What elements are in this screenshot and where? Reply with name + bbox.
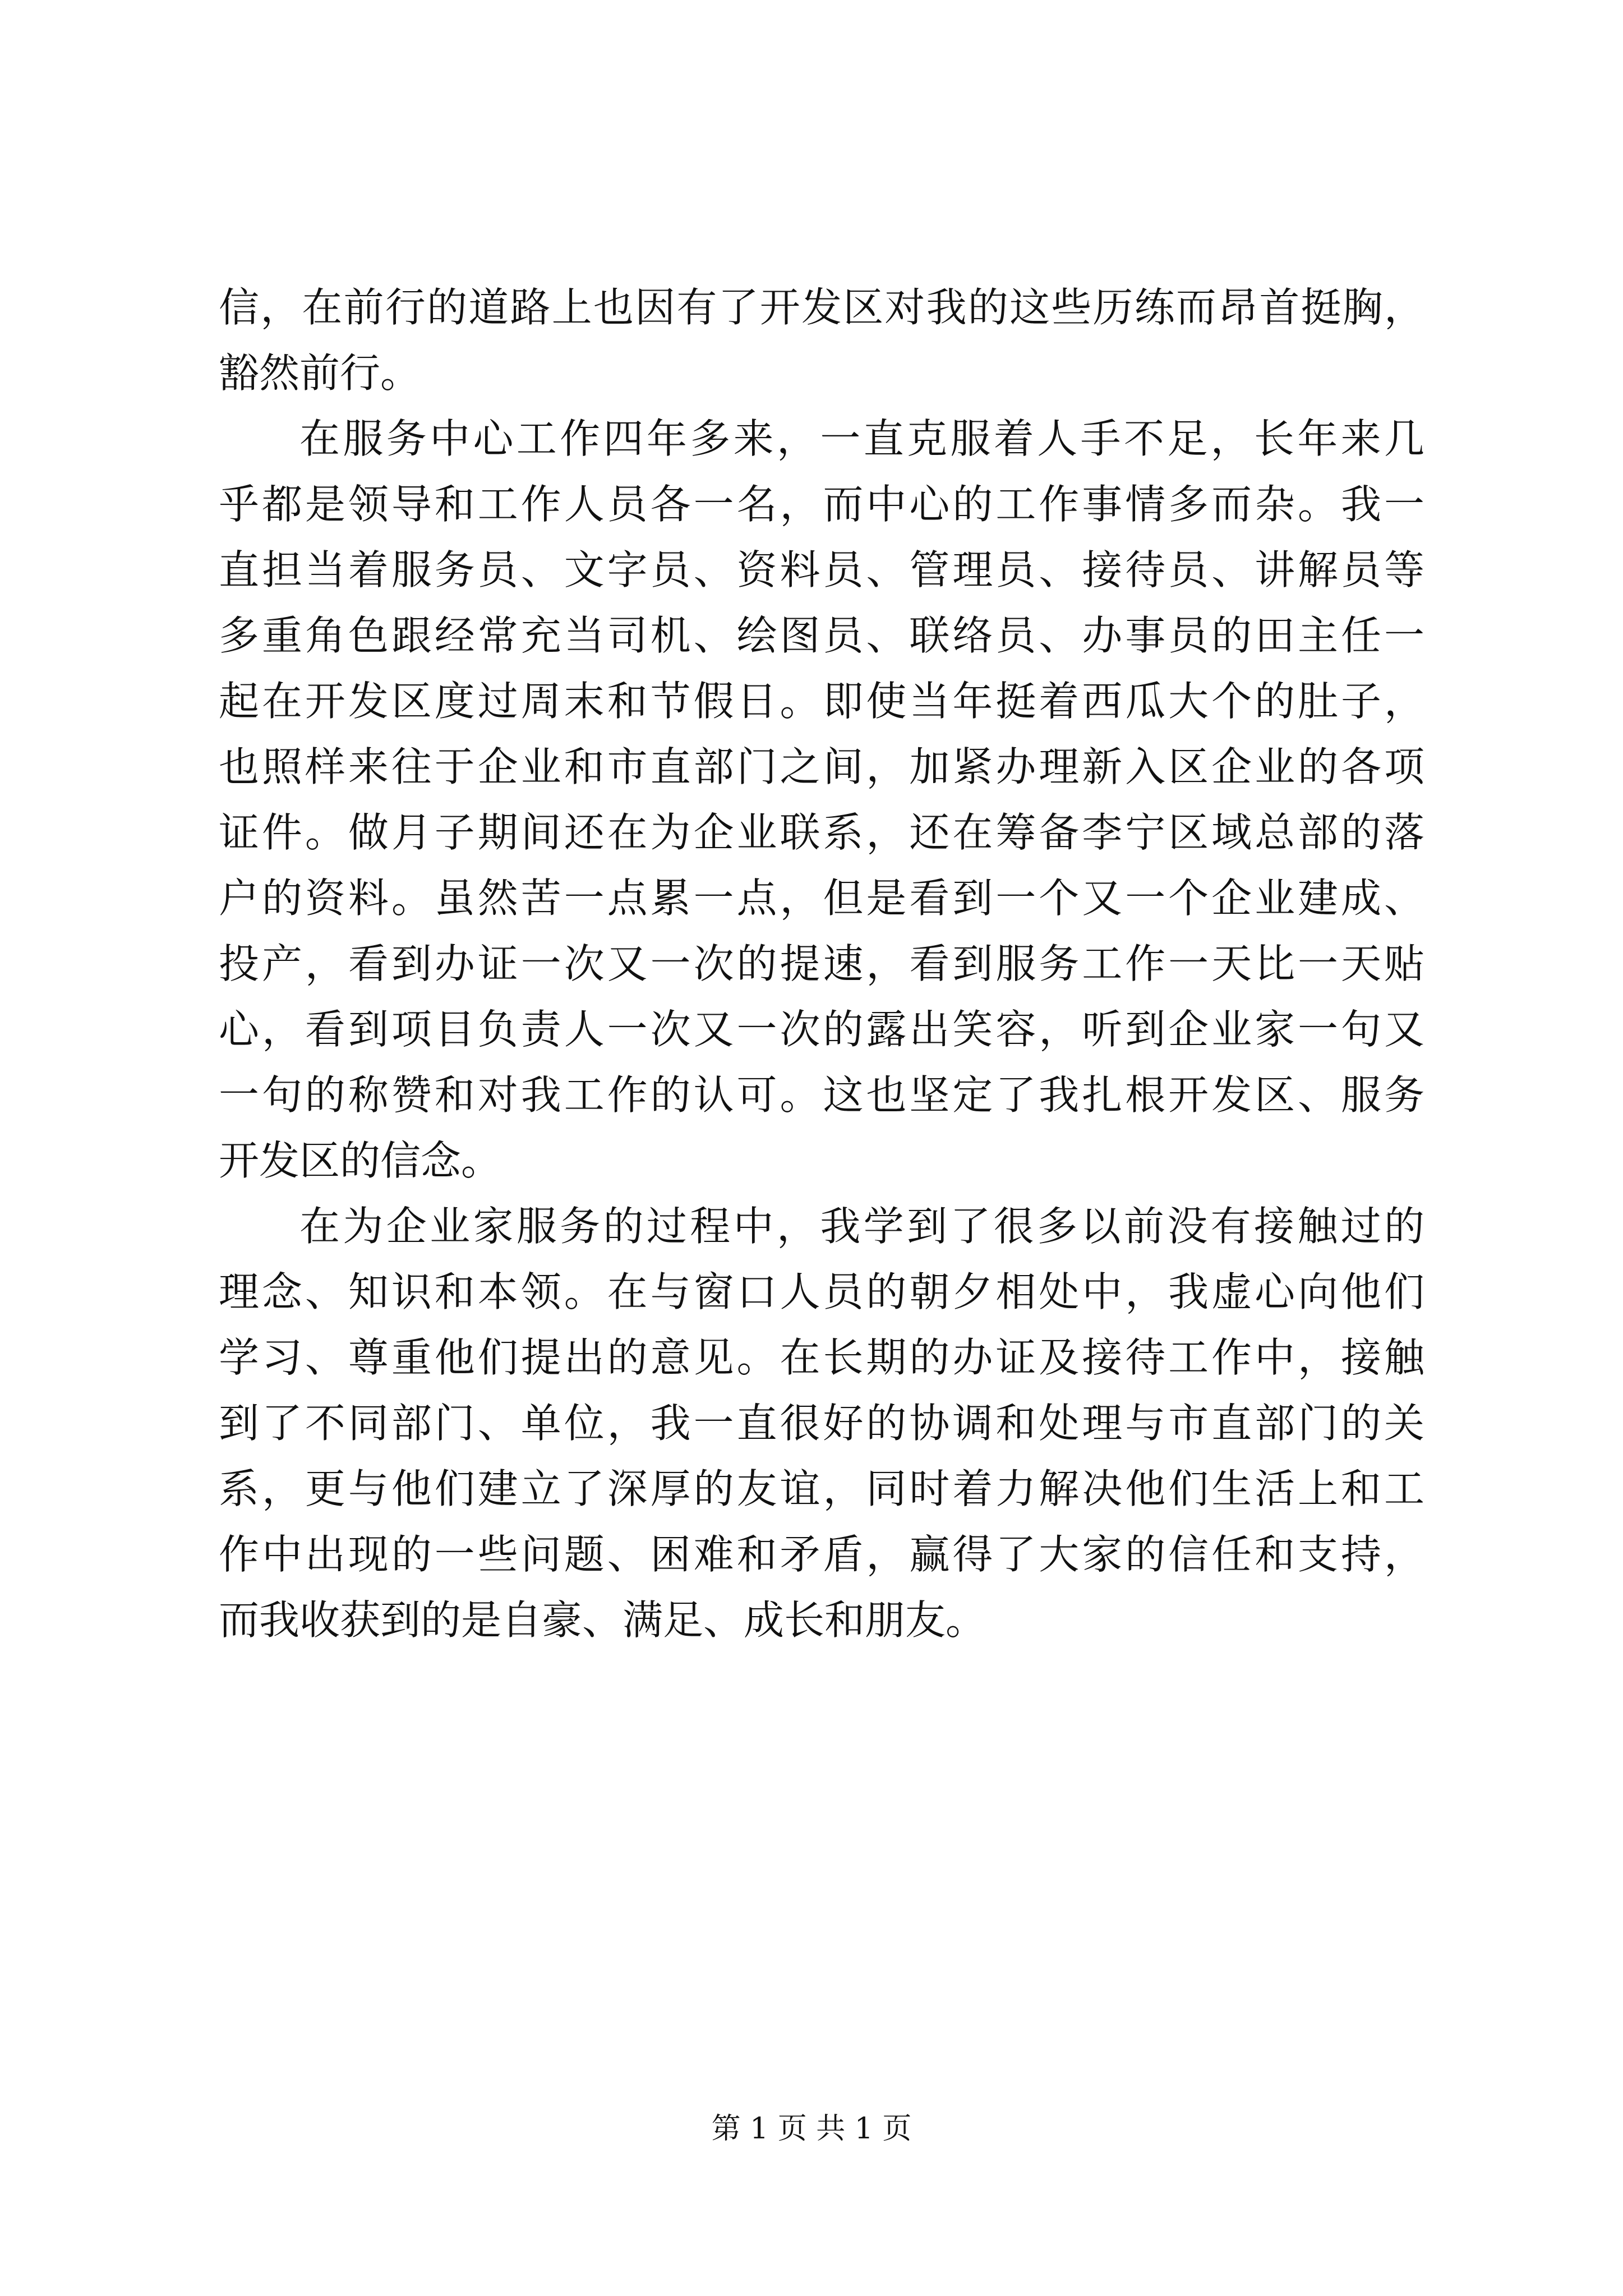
text-line: 作中出现的一些问题、困难和矛盾，赢得了大家的信任和支持， — [219, 1531, 1424, 1578]
text-line: 心，看到项目负责人一次又一次的露出笑容，听到企业家一句又 — [219, 1006, 1424, 1053]
text-line: 理念、知识和本领。在与窗口人员的朝夕相处中，我虚心向他们 — [219, 1268, 1424, 1315]
text-line: 证件。做月子期间还在为企业联系，还在筹备李宁区域总部的落 — [219, 809, 1424, 856]
text-line: 到了不同部门、单位，我一直很好的协调和处理与市直部门的关 — [219, 1400, 1424, 1447]
text-line: 也照样来往于企业和市直部门之间，加紧办理新入区企业的各项 — [219, 743, 1424, 790]
text-line: 在为企业家服务的过程中，我学到了很多以前没有接触过的 — [299, 1203, 1424, 1250]
text-line: 系，更与他们建立了深厚的友谊，同时着力解决他们生活上和工 — [219, 1465, 1424, 1512]
text-line: 开发区的信念。 — [219, 1137, 502, 1184]
text-line: 学习、尊重他们提出的意见。在长期的办证及接待工作中，接触 — [219, 1334, 1424, 1381]
text-line: 起在开发区度过周末和节假日。即使当年挺着西瓜大个的肚子， — [219, 678, 1424, 725]
text-line: 户的资料。虽然苦一点累一点，但是看到一个又一个企业建成、 — [219, 875, 1424, 922]
paragraph — [219, 1194, 1424, 1653]
text-line: 而我收获到的是自豪、满足、成长和朋友。 — [219, 1596, 986, 1644]
paragraph — [219, 275, 1424, 406]
document-body — [219, 275, 1424, 1653]
page-number-footer: 第 1 页 共 1 页 — [711, 2112, 912, 2146]
text-line: 在服务中心工作四年多来，一直克服着人手不足，长年来几 — [299, 415, 1424, 462]
paragraph — [219, 406, 1424, 1194]
text-line: 一句的称赞和对我工作的认可。这也坚定了我扎根开发区、服务 — [219, 1071, 1424, 1119]
text-line: 直担当着服务员、文字员、资料员、管理员、接待员、讲解员等 — [219, 546, 1424, 593]
text-line: 投产，看到办证一次又一次的提速，看到服务工作一天比一天贴 — [219, 940, 1424, 987]
text-line: 信，在前行的道路上也因有了开发区对我的这些历练而昂首挺胸， — [219, 284, 1424, 331]
text-line: 豁然前行。 — [219, 349, 421, 397]
text-line: 多重角色跟经常充当司机、绘图员、联络员、办事员的田主任一 — [219, 612, 1424, 659]
text-line: 乎都是领导和工作人员各一名，而中心的工作事情多而杂。我一 — [219, 481, 1424, 528]
